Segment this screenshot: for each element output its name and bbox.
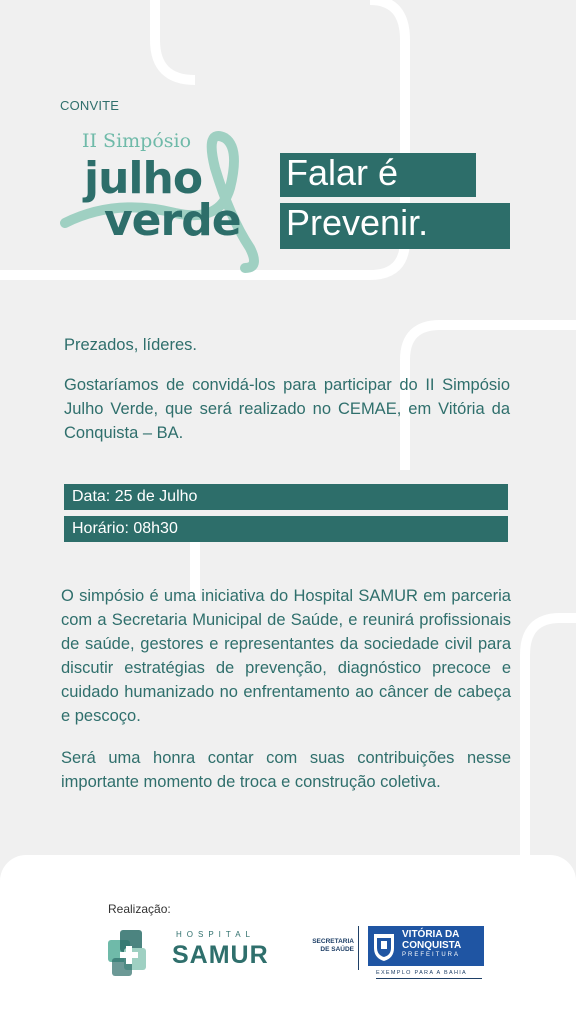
realizacao-label: Realização:	[108, 902, 171, 916]
invitation-paragraph: Gostaríamos de convidá-los para participar do II Simpósio Julho Verde, que será realizado no CEMAE, em Vitória da Conquista – BA.	[64, 376, 510, 442]
secretaria-line2: DE SAÚDE	[320, 946, 354, 953]
samur-name: SAMUR	[172, 941, 269, 969]
slogan-line2: Prevenir.	[280, 203, 510, 249]
time-bar: Horário: 08h30	[64, 516, 508, 542]
slogan-line1: Falar é	[280, 153, 476, 197]
secretaria-line1: SECRETARIA	[312, 938, 354, 945]
event-title-line1: julho	[84, 153, 203, 204]
greeting-text: Prezados, líderes.	[64, 336, 197, 354]
event-title-line2: verde	[104, 195, 241, 246]
logo-divider	[358, 926, 359, 970]
invite-label: CONVITE	[60, 98, 120, 113]
closing-paragraph: Será uma honra contar com suas contribuições nesse importante momento de troca e construção coletiva.	[61, 749, 511, 791]
event-title	[84, 153, 241, 246]
city-crest-icon	[372, 930, 396, 962]
samur-hospital-label: HOSPITAL	[176, 930, 255, 939]
prefeitura-line3: PREFEITURA	[402, 952, 461, 958]
slogan-underline	[376, 978, 482, 979]
prefeitura-line2: CONQUISTA	[402, 940, 462, 951]
event-edition: II Simpósio	[82, 130, 192, 152]
prefeitura-line1: VITÓRIA DA	[402, 929, 460, 940]
sponsor-footer	[0, 855, 576, 1024]
secretaria-label	[310, 938, 354, 954]
description-paragraph: O simpósio é uma iniciativa do Hospital SAMUR em parceria com a Secretaria Municipal de Saúde, e reunirá profissionais de saúde, gestores e representantes da sociedade civil para discutir estratégias de prevenção, diagnóstico precoce e cuidado humanizado no enfrentamento ao câncer de cabeça e pescoço.	[61, 587, 511, 725]
date-bar: Data: 25 de Julho	[64, 484, 508, 510]
prefeitura-slogan: EXEMPLO PARA A BAHIA	[376, 970, 468, 976]
